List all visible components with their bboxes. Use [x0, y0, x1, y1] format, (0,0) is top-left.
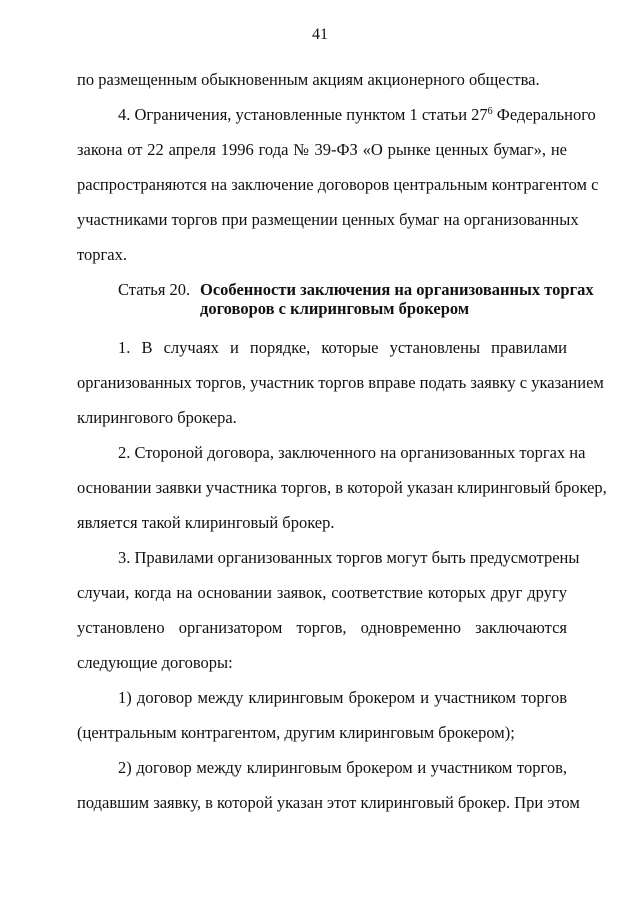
paragraph-4-line-3: распространяются на заключение договоров центральным контрагентом с	[77, 175, 599, 194]
paragraph-2-line-2: основании заявки участника торгов, в которой указан клиринговый брокер,	[77, 478, 607, 497]
paragraph-2-line-1: 2. Стороной договора, заключенного на организованных торгах на	[118, 443, 586, 462]
paragraph-2-line-3: является такой клиринговый брокер.	[77, 513, 335, 532]
paragraph-1-line-3: клирингового брокера.	[77, 408, 237, 427]
paragraph-4-line-1-tail: Федерального	[492, 105, 596, 124]
paragraph-3-line-2: случаи, когда на основании заявок, соответствие которых друг другу	[77, 583, 567, 602]
item-2-line-1: 2) договор между клиринговым брокером и участником торгов,	[118, 758, 567, 777]
paragraph-3-line-1: 3. Правилами организованных торгов могут быть предусмотрены	[118, 548, 580, 567]
paragraph-4-line-5: торгах.	[77, 245, 127, 264]
paragraph-3-line-3: установлено организатором торгов, одновременно заключаются	[77, 618, 567, 637]
item-1-line-1: 1) договор между клиринговым брокером и участником торгов	[118, 688, 567, 707]
paragraph-1-line-2: организованных торгов, участник торгов вправе подать заявку с указанием	[77, 373, 604, 392]
item-1-line-2: (центральным контрагентом, другим клиринговым брокером);	[77, 723, 515, 742]
page-number: 41	[312, 26, 328, 43]
paragraph-4-line-2: закона от 22 апреля 1996 года № 39-ФЗ «О рынке ценных бумаг», не	[77, 140, 567, 159]
item-2-line-2: подавшим заявку, в которой указан этот клиринговый брокер. При этом	[77, 793, 580, 812]
paragraph-continuation-line: по размещенным обыкновенным акциям акционерного общества.	[77, 70, 540, 89]
paragraph-4-line-4: участниками торгов при размещении ценных бумаг на организованных	[77, 210, 579, 229]
article-title	[200, 280, 594, 318]
paragraph-1-line-1: 1. В случаях и порядке, которые установлены правилами	[118, 338, 567, 357]
paragraph-3-line-4: следующие договоры:	[77, 653, 233, 672]
paragraph-4-line-1	[118, 105, 596, 125]
superscript-article-index: 6	[487, 106, 493, 117]
article-title-line-2: договоров с клиринговым брокером	[200, 299, 470, 318]
article-title-line-1: Особенности заключения на организованных торгах	[200, 280, 594, 299]
article-label: Статья 20.	[118, 280, 191, 299]
paragraph-4-line-1-text: 4. Ограничения, установленные пунктом 1 статьи 27	[118, 105, 488, 124]
